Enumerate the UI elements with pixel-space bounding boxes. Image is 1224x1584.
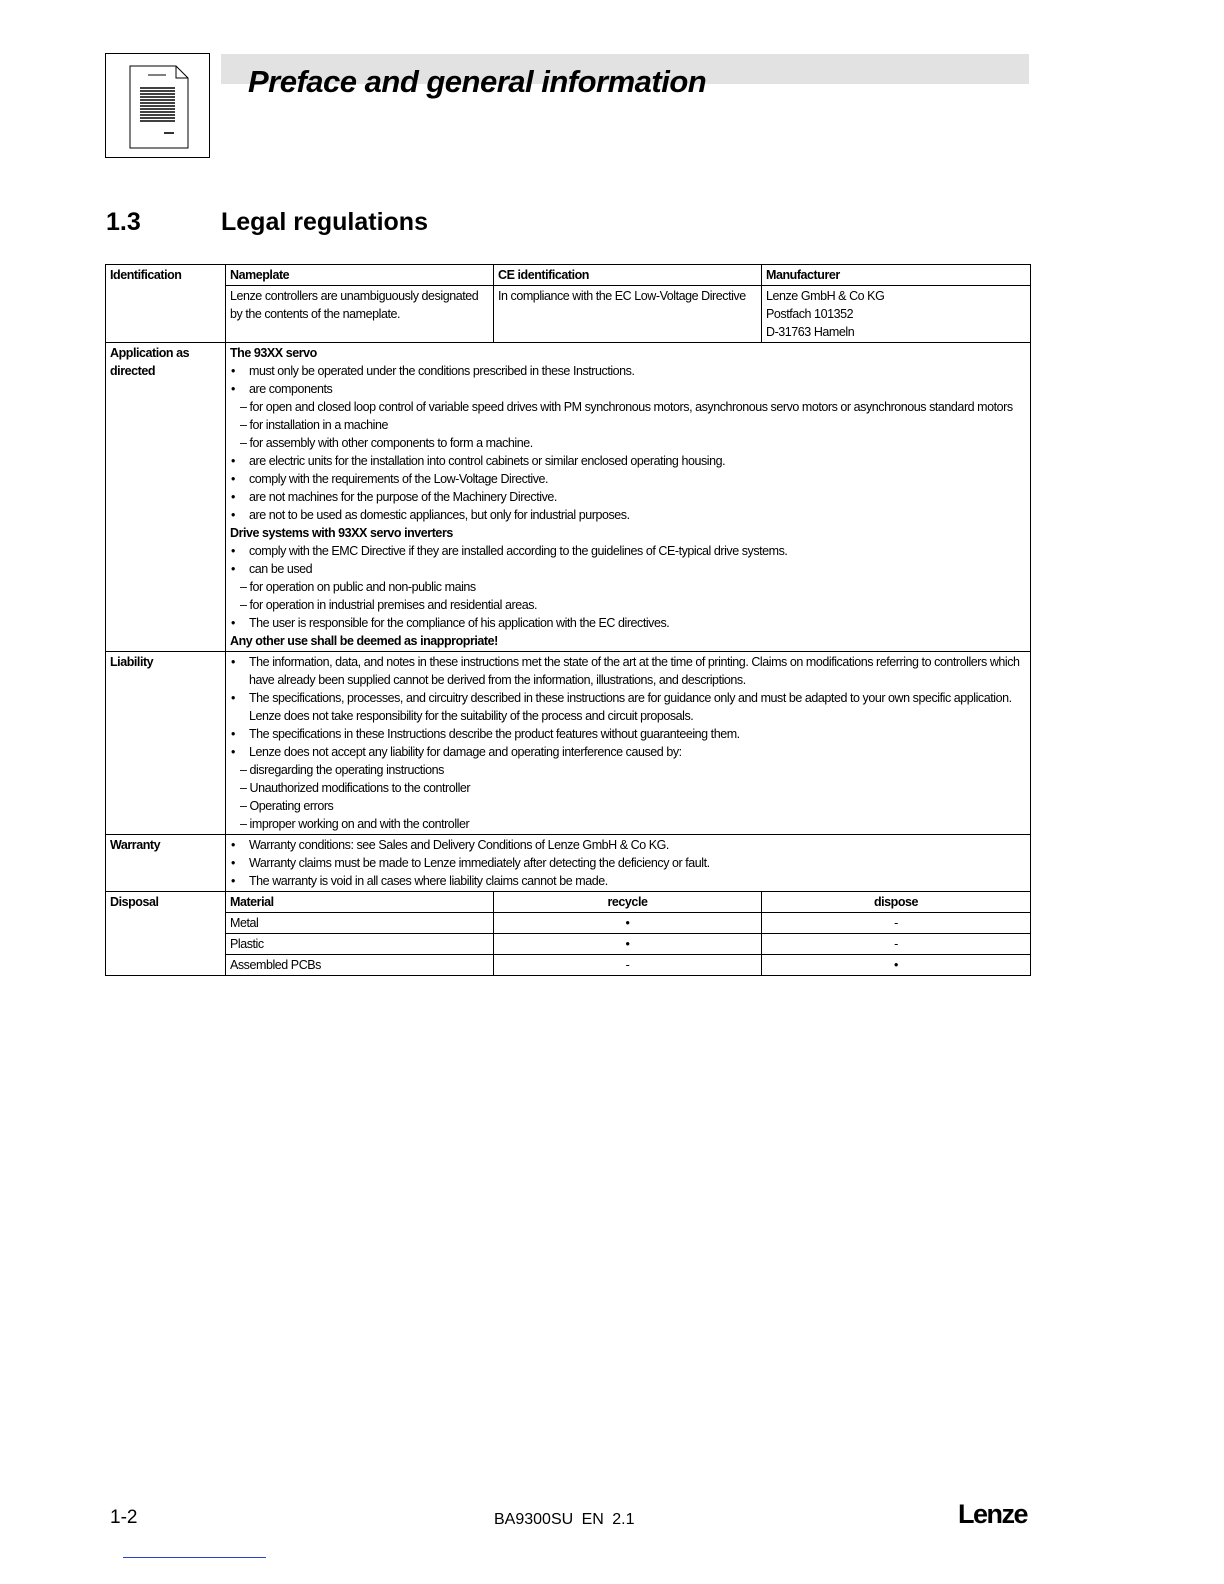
application-heading: The 93XX servo (230, 346, 317, 360)
material-cell: Metal (226, 913, 494, 934)
sub-list-item: – for assembly with other components to form a machine. (240, 436, 533, 450)
list-item: • comply with the requirements of the Low-Voltage Directive. (230, 470, 1026, 488)
application-row (106, 343, 1031, 652)
warranty-row (106, 835, 1031, 892)
list-item: • Lenze does not accept any liability for damage and operating interference caused by: (230, 743, 1026, 761)
disposal-label: Disposal (106, 892, 226, 976)
nameplate-header: Nameplate (226, 265, 494, 286)
ce-identification-text: In compliance with the EC Low-Voltage Directive (494, 286, 762, 343)
list-item: • The user is responsible for the compliance of his application with the EC directives. (230, 614, 1026, 632)
dispose-cell: - (762, 913, 1031, 934)
sub-list-item: – for open and closed loop control of variable speed drives with PM synchronous motors, asynchronous servo motors or asynchronous standard motors (240, 400, 1013, 414)
document-id: BA9300SU EN 2.1 (494, 1511, 635, 1528)
manufacturer-postbox: Postfach 101352 (766, 307, 854, 321)
document-page-icon (106, 54, 211, 159)
manufacturer-header: Manufacturer (762, 265, 1031, 286)
dispose-cell: • (762, 955, 1031, 976)
warranty-label: Warranty (106, 835, 226, 892)
ce-identification-header: CE identification (494, 265, 762, 286)
section-title: Legal regulations (221, 208, 428, 236)
material-header: Material (226, 892, 494, 913)
legal-regulations-table (105, 264, 1031, 976)
list-item: • can be used (230, 560, 1026, 578)
chapter-title: Preface and general information (248, 64, 707, 99)
list-item: • Warranty claims must be made to Lenze immediately after detecting the deficiency or fault. (230, 854, 1026, 872)
list-item: • The specifications in these Instructions describe the product features without guaranteeing them. (230, 725, 1026, 743)
material-cell: Assembled PCBs (226, 955, 494, 976)
inappropriate-use-note: Any other use shall be deemed as inappropriate! (230, 634, 498, 648)
list-item: • The information, data, and notes in these instructions met the state of the art at the time of printing. Claims on modifications referring to controllers which have already been supplied cannot be derived from the information, illustrations, and descriptions. (230, 653, 1026, 689)
manufacturer-address (762, 286, 1031, 343)
section-number: 1.3 (106, 208, 141, 236)
list-item: • must only be operated under the conditions prescribed in these Instructions. (230, 362, 1026, 380)
identification-value-row (106, 286, 1031, 343)
footer-link-underline (123, 1557, 266, 1558)
list-item: • comply with the EMC Directive if they are installed according to the guidelines of CE-typical drive systems. (230, 542, 1026, 560)
manufacturer-name: Lenze GmbH & Co KG (766, 289, 885, 303)
material-cell: Plastic (226, 934, 494, 955)
dispose-header: dispose (762, 892, 1031, 913)
sub-list-item: – for operation in industrial premises and residential areas. (240, 598, 538, 612)
liability-content (226, 652, 1031, 835)
application-label: Application as directed (106, 343, 226, 652)
disposal-header-row (106, 892, 1031, 913)
drive-systems-heading: Drive systems with 93XX servo inverters (230, 526, 453, 540)
nameplate-text: Lenze controllers are unambiguously designated by the contents of the nameplate. (226, 286, 494, 343)
identification-label: Identification (106, 265, 226, 343)
sub-list-item: – improper working on and with the controller (240, 817, 470, 831)
brand-logo: Lenze (958, 1499, 1028, 1529)
sub-list-item: – for installation in a machine (240, 418, 388, 432)
sub-list-item: – disregarding the operating instructions (240, 763, 444, 777)
recycle-cell: - (494, 955, 762, 976)
chapter-icon-frame (105, 53, 210, 158)
sub-list-item: – Unauthorized modifications to the controller (240, 781, 471, 795)
identification-header-row (106, 265, 1031, 286)
recycle-header: recycle (494, 892, 762, 913)
page-number: 1-2 (110, 1507, 138, 1528)
table-row (106, 955, 1031, 976)
list-item: • are electric units for the installation into control cabinets or similar enclosed operating housing. (230, 452, 1026, 470)
application-content (226, 343, 1031, 652)
warranty-content (226, 835, 1031, 892)
liability-label: Liability (106, 652, 226, 835)
list-item: • The specifications, processes, and circuitry described in these instructions are for guidance only and must be adapted to your own specific application. Lenze does not take responsibility for the suitability of the process and circuit proposals. (230, 689, 1026, 725)
list-item: • are not to be used as domestic appliances, but only for industrial purposes. (230, 506, 1026, 524)
table-row (106, 913, 1031, 934)
liability-row (106, 652, 1031, 835)
recycle-cell: • (494, 934, 762, 955)
recycle-cell: • (494, 913, 762, 934)
dispose-cell: - (762, 934, 1031, 955)
sub-list-item: – Operating errors (240, 799, 334, 813)
list-item: • are not machines for the purpose of the Machinery Directive. (230, 488, 1026, 506)
list-item: • The warranty is void in all cases where liability claims cannot be made. (230, 872, 1026, 890)
manufacturer-city: D-31763 Hameln (766, 325, 855, 339)
list-item: • are components (230, 380, 1026, 398)
sub-list-item: – for operation on public and non-public mains (240, 580, 476, 594)
list-item: • Warranty conditions: see Sales and Delivery Conditions of Lenze GmbH & Co KG. (230, 836, 1026, 854)
table-row (106, 934, 1031, 955)
